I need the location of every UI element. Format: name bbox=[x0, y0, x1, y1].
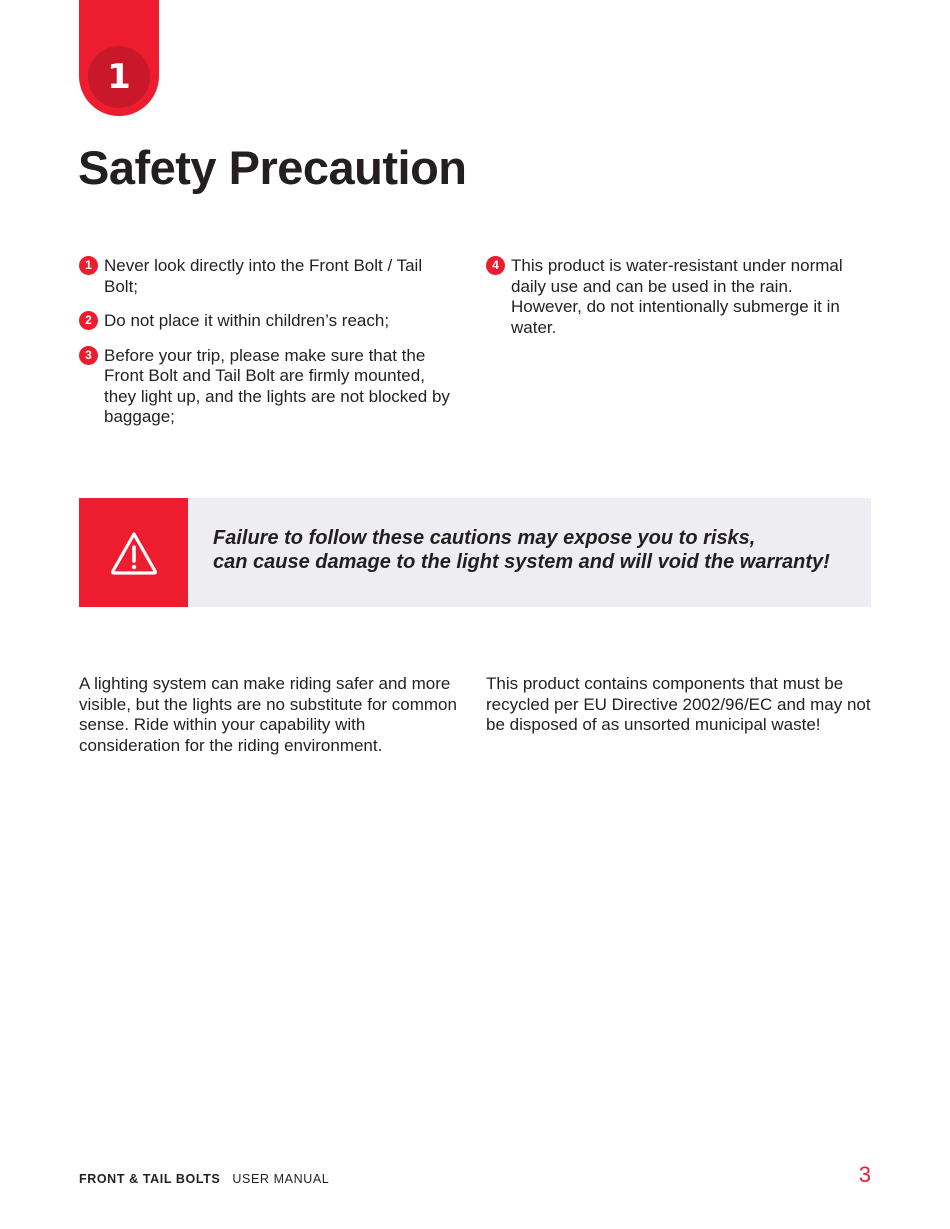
warning-callout bbox=[79, 498, 871, 607]
footer-subtitle: USER MANUAL bbox=[232, 1172, 330, 1186]
precautions-right-column bbox=[486, 256, 866, 352]
footer-brand: FRONT & TAIL BOLTS bbox=[79, 1172, 221, 1186]
page-number: 3 bbox=[858, 1162, 871, 1187]
warning-icon-box bbox=[79, 498, 188, 607]
warning-triangle-icon bbox=[109, 530, 159, 576]
list-item-text: Before your trip, please make sure that the Front Bolt and Tail Bolt are firmly mounted, they light up, and the lights are not blocked by baggage; bbox=[104, 345, 450, 426]
warning-line-1: Failure to follow these cautions may expose you to risks, bbox=[213, 527, 756, 549]
footer bbox=[79, 1172, 329, 1186]
list-number-badge: 2 bbox=[79, 311, 98, 330]
list-item-text: This product is water-resistant under normal daily use and can be used in the rain. However, do not intentionally submerge it in water. bbox=[511, 256, 843, 337]
warning-line-2: can cause damage to the light system and will void the warranty! bbox=[213, 551, 830, 573]
list-item-text: Do not place it within children’s reach; bbox=[104, 311, 390, 330]
precautions-left-column bbox=[79, 256, 459, 442]
chapter-tab bbox=[79, 0, 159, 116]
list-item bbox=[486, 256, 866, 338]
lighting-paragraph: A lighting system can make riding safer and more visible, but the lights are no substitute for common sense. Ride within your capability with consideration for the riding environment. bbox=[79, 674, 457, 755]
list-number-badge: 1 bbox=[79, 256, 98, 275]
list-item-text: Never look directly into the Front Bolt / Tail Bolt; bbox=[104, 256, 423, 296]
chapter-number: 1 bbox=[88, 46, 150, 108]
list-item bbox=[79, 346, 459, 428]
list-item bbox=[79, 311, 459, 332]
warning-text bbox=[213, 526, 853, 574]
page-title: Safety Precaution bbox=[78, 141, 467, 194]
recycling-paragraph: This product contains components that must be recycled per EU Directive 2002/96/EC and may not be disposed of as unsorted municipal waste! bbox=[486, 674, 871, 734]
list-number-badge: 4 bbox=[486, 256, 505, 275]
list-item bbox=[79, 256, 459, 297]
list-number-badge: 3 bbox=[79, 346, 98, 365]
